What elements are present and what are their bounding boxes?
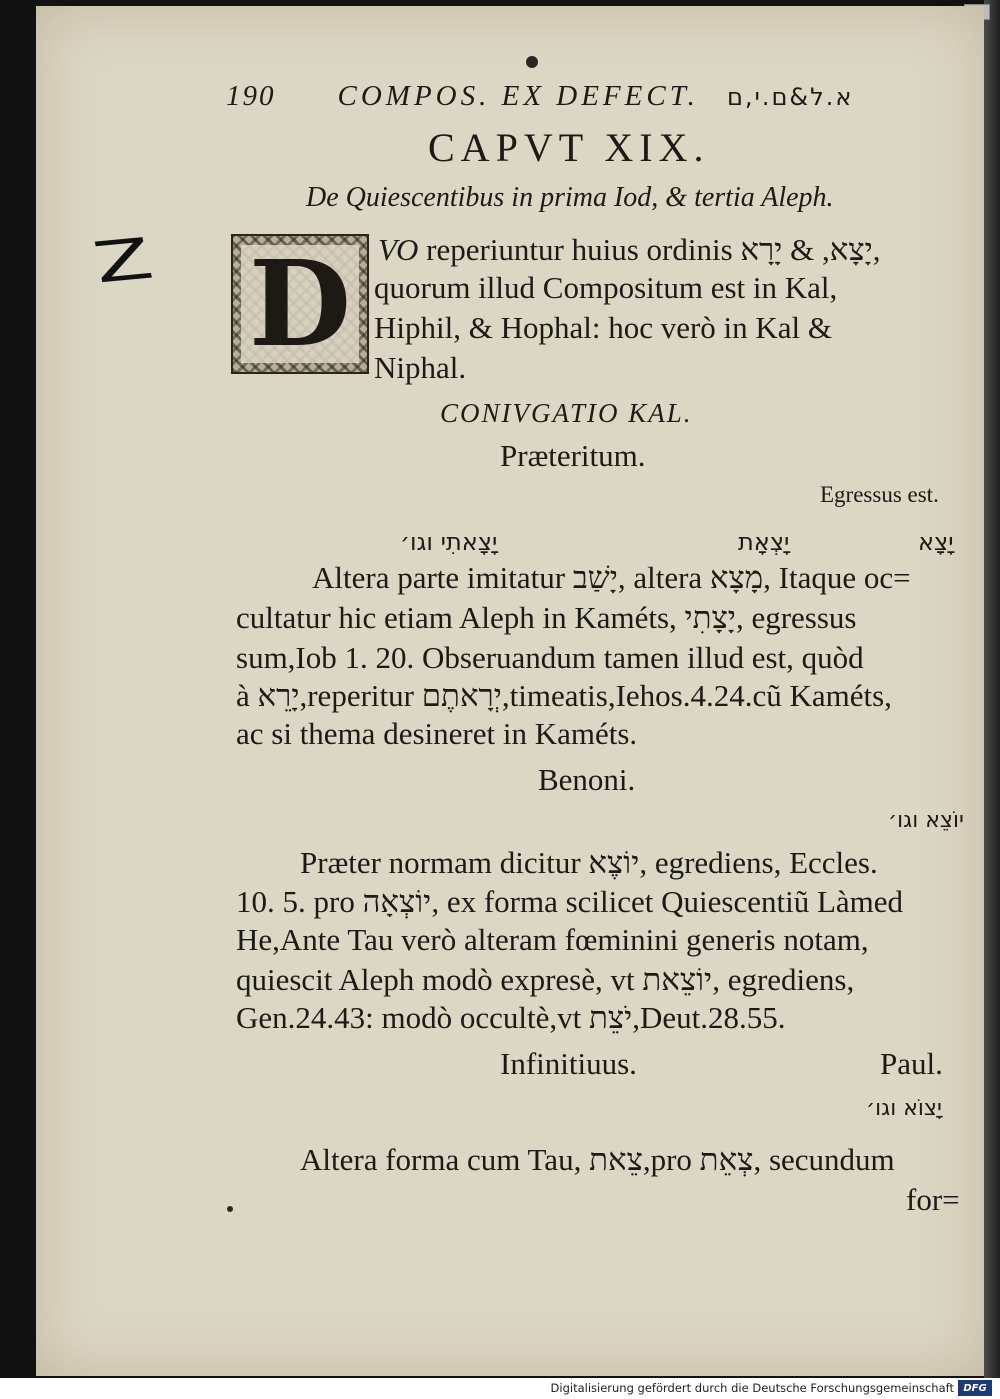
section-heading: Infinitiuus. (500, 1046, 637, 1081)
paragraph-line: He,Ante Tau verò alteram fœminini generis notam, (236, 922, 869, 957)
margin-note: Z (88, 226, 159, 297)
running-head (226, 80, 853, 113)
paragraph-line: Altera parte imitatur יָשַׁב, altera מָצָא, Itaque oc= (312, 560, 911, 595)
paragraph-line: 10. 5. pro יוֹצְאָה, ex forma scilicet Quiescentiũ Làmed (236, 884, 904, 919)
hebrew-form: יָצוֹא וגו׳ (866, 1096, 942, 1121)
paragraph-line: sum,Iob 1. 20. Obseruandum tamen illud est, quòd (236, 640, 864, 675)
hebrew-form: יָצְאָת (738, 528, 790, 556)
section-heading: Benoni. (538, 762, 636, 797)
paragraph-line: ac si thema desineret in Kaméts. (236, 716, 638, 751)
chapter-subtitle: De Quiescentibus in prima Iod, & tertia Aleph. (306, 182, 834, 213)
paragraph-line: Hiphil, & Hophal: hoc verò in Kal & (374, 310, 833, 345)
paragraph-line: cultatur hic etiam Aleph in Kaméts, יָצָתִי, egressus (236, 600, 857, 635)
dfg-logo[interactable]: DFG (958, 1380, 992, 1396)
paragraph-line: quiescit Aleph modò expresè, vt יוֹצֵאת, egrediens, (236, 962, 855, 997)
paragraph-line: Gen.24.43: modò occultè,vt יֹצֵת,Deut.28.55. (236, 1000, 786, 1035)
paragraph-line: Niphal. (374, 350, 467, 385)
section-heading: Præteritum. (500, 438, 646, 473)
chapter-title: CAPVT XIX. (428, 125, 710, 170)
initial-continuation: VO (378, 232, 419, 267)
print-mark (227, 1206, 233, 1212)
page-number: 190 (226, 80, 276, 112)
section-heading: Paul. (880, 1046, 943, 1081)
line-text: reperiuntur huius ordinis יָצָא, & יָרָא, (426, 232, 881, 267)
paragraph-line: Præter normam dicitur יוֹצֶא, egrediens, Eccles. (300, 845, 878, 880)
scan-edge (984, 0, 1000, 1399)
print-mark (526, 56, 538, 68)
paragraph-line: à יָרֵא,reperitur יְרָאתֶם,timeatis,Iehos.4.24.cũ Kaméts, (236, 678, 892, 713)
paragraph-line: quorum illud Compositum est in Kal, (374, 270, 838, 305)
paragraph-line: Altera forma cum Tau, צֵאת,pro צְאֵת, secundum (300, 1142, 895, 1177)
running-head-hebrew: א.ל&ם.י,ם (726, 83, 854, 111)
paragraph-line (378, 232, 880, 268)
decorated-initial (231, 234, 369, 374)
running-head-title: COMPOS. EX DEFECT. (337, 80, 699, 112)
hebrew-form: יָצָא (918, 528, 954, 556)
hebrew-form: יָצָאתִי וגו׳ (400, 528, 498, 556)
catchword: for= (906, 1182, 960, 1217)
initial-letter: D (241, 245, 359, 363)
hebrew-form: יוֹצֵא וגו׳ (888, 808, 964, 833)
gloss: Egressus est. (820, 482, 939, 507)
footer-credit: Digitalisierung gefördert durch die Deutsche Forschungsgemeinschaft (550, 1381, 954, 1395)
conjugation-heading: CONIVGATIO KAL. (440, 398, 693, 428)
